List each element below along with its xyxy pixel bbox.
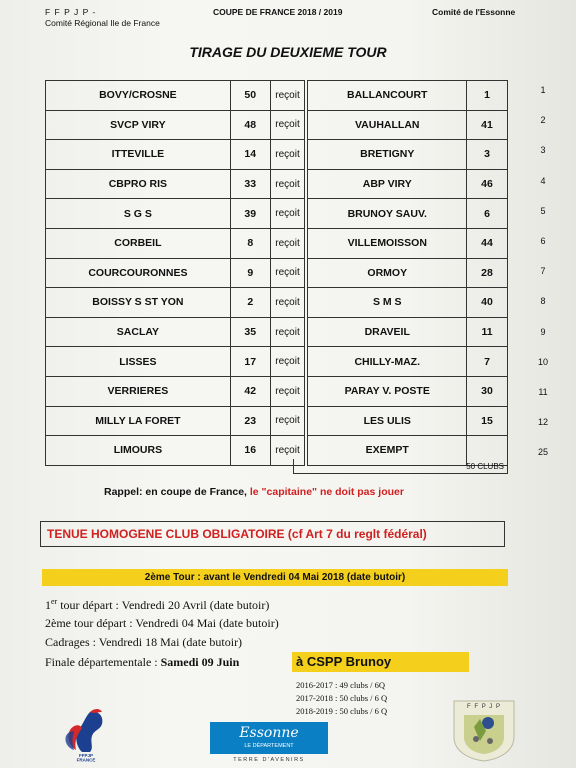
- away-team: PARAY V. POSTE: [308, 376, 467, 406]
- home-team: LISSES: [46, 347, 231, 377]
- away-team: CHILLY-MAZ.: [308, 347, 467, 377]
- away-team: VILLEMOISSON: [308, 228, 467, 258]
- header-region: Comité Régional Ile de France: [45, 18, 160, 28]
- tour1-number: 1: [45, 598, 51, 612]
- schedule-tour2: 2ème tour départ : Vendredi 04 Mai (date butoir): [45, 616, 279, 630]
- recoit-label: reçoit: [270, 376, 305, 406]
- page-title: TIRAGE DU DEUXIEME TOUR: [189, 44, 387, 60]
- essonne-department-logo: [210, 722, 328, 766]
- match-number: 11: [538, 387, 548, 397]
- finale-venue: à CSPP Brunoy: [292, 652, 469, 672]
- home-team: LIMOURS: [46, 436, 231, 466]
- draw-row: [46, 110, 508, 140]
- deadline-banner: 2ème Tour : avant le Vendredi 04 Mai 2018 (date butoir): [42, 569, 508, 586]
- match-number: 3: [540, 145, 546, 156]
- match-number: 9: [540, 326, 546, 337]
- header-federation: F F P J P -: [45, 7, 97, 17]
- match-number: 8: [540, 296, 546, 307]
- away-team-number: 6: [467, 199, 508, 229]
- rappel-text: Rappel: en coupe de France,: [104, 486, 250, 498]
- match-number: 4: [540, 175, 546, 186]
- draw-row: [46, 406, 508, 436]
- match-number: 6: [540, 236, 546, 246]
- ffpjp-rooster-logo: [60, 706, 112, 762]
- header-committee: Comité de l'Essonne: [432, 7, 516, 17]
- home-team-number: 9: [230, 258, 270, 288]
- home-team: SVCP VIRY: [46, 110, 231, 140]
- away-team-number: 40: [467, 288, 508, 318]
- draw-row: [46, 317, 508, 347]
- home-team-number: 8: [230, 228, 270, 258]
- home-team-number: 48: [230, 110, 270, 140]
- finale-label: Finale départementale :: [45, 655, 161, 669]
- essonne-logo-title: Essonne: [239, 725, 299, 741]
- finale-date: Samedi 09 Juin: [160, 655, 240, 669]
- home-team: BOISSY S ST YON: [46, 288, 231, 318]
- away-team: BRUNOY SAUV.: [308, 199, 467, 229]
- away-team-number: 7: [467, 347, 508, 377]
- home-team: COURCOURONNES: [46, 258, 231, 288]
- recoit-label: reçoit: [270, 258, 305, 288]
- away-team-number: 11: [467, 317, 508, 347]
- match-number: 12: [537, 417, 548, 428]
- away-team: BALLANCOURT: [308, 81, 467, 111]
- match-number: 10: [537, 356, 548, 367]
- home-team: CBPRO RIS: [46, 169, 231, 199]
- recoit-label: reçoit: [270, 317, 305, 347]
- recoit-label: reçoit: [270, 199, 305, 229]
- away-team: ABP VIRY: [308, 169, 467, 199]
- away-team: VAUHALLAN: [308, 110, 467, 140]
- draw-row: [46, 199, 508, 229]
- home-team-number: 2: [230, 288, 270, 318]
- tour1-suffix: er: [51, 597, 58, 606]
- away-team: BRETIGNY: [308, 140, 467, 170]
- home-team-number: 35: [230, 317, 270, 347]
- match-number: 5: [540, 205, 546, 216]
- ffpjp-essonne-badge-logo: [450, 697, 518, 763]
- away-team: ORMOY: [308, 258, 467, 288]
- schedule-cadrages: Cadrages : Vendredi 18 Mai (date butoir): [45, 635, 243, 649]
- home-team: S G S: [46, 199, 231, 229]
- recoit-label: reçoit: [270, 228, 305, 258]
- draw-row: [46, 376, 508, 406]
- home-team-number: 39: [230, 199, 270, 229]
- clubs-total: 50 CLUBS: [293, 459, 508, 474]
- away-team: S M S: [308, 288, 467, 318]
- home-team-number: 16: [230, 436, 270, 466]
- home-team-number: 17: [230, 347, 270, 377]
- svg-text:FFPJP: FFPJP: [78, 753, 94, 758]
- recoit-label: reçoit: [270, 110, 305, 140]
- home-team-number: 50: [230, 81, 270, 111]
- svg-text:FRANCE: FRANCE: [76, 757, 96, 762]
- stat-line: 2017-2018 : 50 clubs / 6 Q: [296, 693, 388, 703]
- schedule-finale: [45, 655, 239, 670]
- home-team-number: 14: [230, 140, 270, 170]
- header-competition: COUPE DE FRANCE 2018 / 2019: [213, 7, 343, 17]
- stat-line: 2016-2017 : 49 clubs / 6Q: [296, 680, 386, 690]
- draw-row: [46, 228, 508, 258]
- draw-row: [46, 81, 508, 111]
- home-team-number: 33: [230, 169, 270, 199]
- tenue-notice: TENUE HOMOGENE CLUB OBLIGATOIRE (cf Art 7 du reglt fédéral): [40, 521, 505, 547]
- away-team-number: 30: [467, 376, 508, 406]
- rappel-note: [104, 486, 404, 498]
- away-team: DRAVEIL: [308, 317, 467, 347]
- match-number: 7: [540, 266, 546, 277]
- home-team: SACLAY: [46, 317, 231, 347]
- draw-row: [46, 288, 508, 318]
- home-team: MILLY LA FORET: [46, 406, 231, 436]
- recoit-label: reçoit: [270, 288, 305, 318]
- match-number: 1: [540, 85, 546, 95]
- rappel-warning: le "capitaine" ne doit pas jouer: [249, 486, 404, 498]
- draw-row: [46, 140, 508, 170]
- essonne-logo-subtitle: LE DÉPARTEMENT: [244, 743, 294, 749]
- home-team: ITTEVILLE: [46, 140, 231, 170]
- away-team-number: 28: [467, 258, 508, 288]
- recoit-label: reçoit: [270, 347, 305, 377]
- away-team-number: 3: [467, 140, 508, 170]
- away-team-number: 41: [467, 110, 508, 140]
- home-team: CORBEIL: [46, 228, 231, 258]
- away-team-number: 44: [467, 228, 508, 258]
- draw-row: [46, 169, 508, 199]
- essonne-logo-tagline: TERRE D'AVENIRS: [233, 757, 305, 763]
- recoit-label: reçoit: [270, 81, 305, 111]
- schedule-tour1: [45, 597, 269, 613]
- svg-text:F F P J P: F F P J P: [467, 704, 501, 710]
- draw-row: [46, 347, 508, 377]
- draw-row: [46, 258, 508, 288]
- stat-line: 2018-2019 : 50 clubs / 6 Q: [296, 706, 388, 716]
- home-team: VERRIERES: [46, 376, 231, 406]
- away-team-number: 1: [467, 81, 508, 111]
- away-team-number: 46: [467, 169, 508, 199]
- recoit-label: reçoit: [270, 140, 305, 170]
- tour1-text: tour départ : Vendredi 20 Avril (date butoir): [57, 598, 270, 612]
- recoit-label: reçoit: [270, 436, 305, 466]
- home-team-number: 23: [230, 406, 270, 436]
- away-team: EXEMPT: [308, 436, 467, 466]
- recoit-label: reçoit: [270, 169, 305, 199]
- away-team-number: 15: [467, 406, 508, 436]
- recoit-label: reçoit: [270, 406, 305, 436]
- match-number: 2: [540, 115, 546, 126]
- home-team-number: 42: [230, 376, 270, 406]
- home-team: BOVY/CROSNE: [46, 81, 231, 111]
- draw-table: [45, 80, 508, 466]
- match-number: 25: [537, 447, 548, 458]
- away-team: LES ULIS: [308, 406, 467, 436]
